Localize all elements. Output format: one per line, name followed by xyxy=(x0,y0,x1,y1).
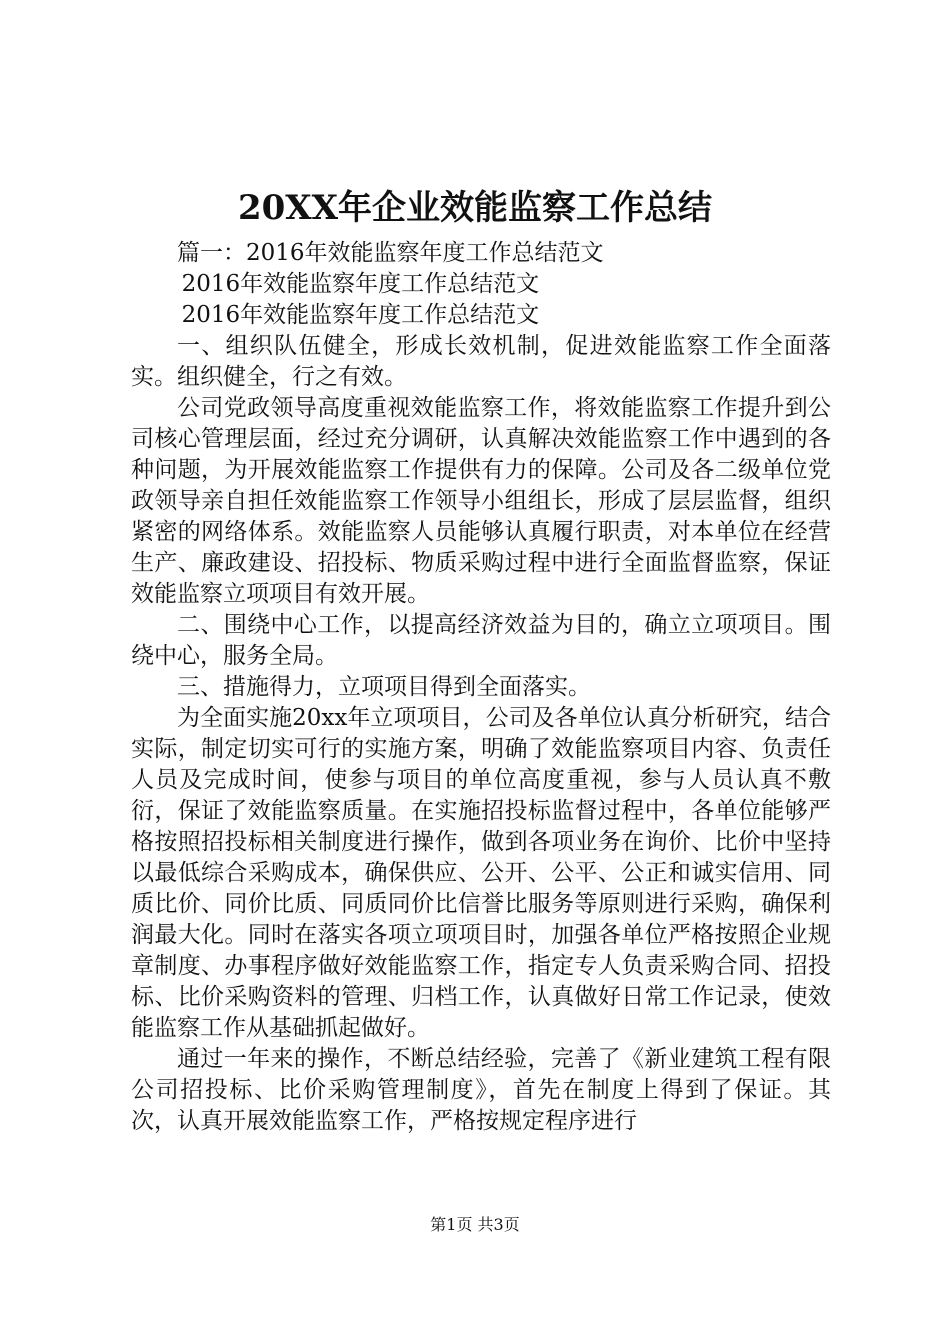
page-title: 20XX年企业效能监察工作总结 xyxy=(237,188,713,228)
page-footer: 第1页 共3页 xyxy=(430,1215,520,1234)
paragraph: 一、组织队伍健全，形成长效机制，促进效能监察工作全面落实。组织健全，行之有效。 xyxy=(131,333,831,390)
paragraph: 公司党政领导高度重视效能监察工作，将效能监察工作提升到公司核心管理层面，经过充分调研，认真解决效能监察工作中遇到的各种问题，为开展效能监察工作提供有力的保障。公司及各二级单位党政领导亲自担任效能监察工作领导小组组长，形成了层层监督，组织紧密的网络体系。效能监察人员能够认真履行职责，对本单位在经营生产、廉政建设、招投标、物质采购过程中进行全面监督监察，保证效能监察立项项目有效开展。 xyxy=(131,395,831,607)
document-body xyxy=(131,238,831,1137)
paragraph: 二、围绕中心工作，以提高经济效益为目的，确立立项项目。围绕中心，服务全局。 xyxy=(131,612,831,669)
paragraph: 三、措施得力，立项项目得到全面落实。 xyxy=(177,674,591,700)
paragraph: 通过一年来的操作，不断总结经验，完善了《新业建筑工程有限公司招投标、比价采购管理制度》，首先在制度上得到了保证。其次，认真开展效能监察工作，严格按规定程序进行 xyxy=(131,1046,831,1134)
paragraph: 2016年效能监察年度工作总结范文 xyxy=(181,271,540,297)
paragraph: 篇一：2016年效能监察年度工作总结范文 xyxy=(177,240,604,266)
paragraph: 为全面实施20xx年立项项目，公司及各单位认真分析研究，结合实际，制定切实可行的实施方案，明确了效能监察项目内容、负责任人员及完成时间，使参与项目的单位高度重视，参与人员认真不敷衍，保证了效能监察质量。在实施招投标监督过程中，各单位能够严格按照招投标相关制度进行操作，做到各项业务在询价、比价中坚持以最低综合采购成本，确保供应、公开、公平、公正和诚实信用、同质比价、同价比质、同质同价比信誉比服务等原则进行采购，确保利润最大化。同时在落实各项立项项目时，加强各单位严格按照企业规章制度、办事程序做好效能监察工作，指定专人负责采购合同、招投标、比价采购资料的管理、归档工作，认真做好日常工作记录，使效能监察工作从基础抓起做好。 xyxy=(131,705,831,1041)
paragraph: 2016年效能监察年度工作总结范文 xyxy=(181,302,540,328)
